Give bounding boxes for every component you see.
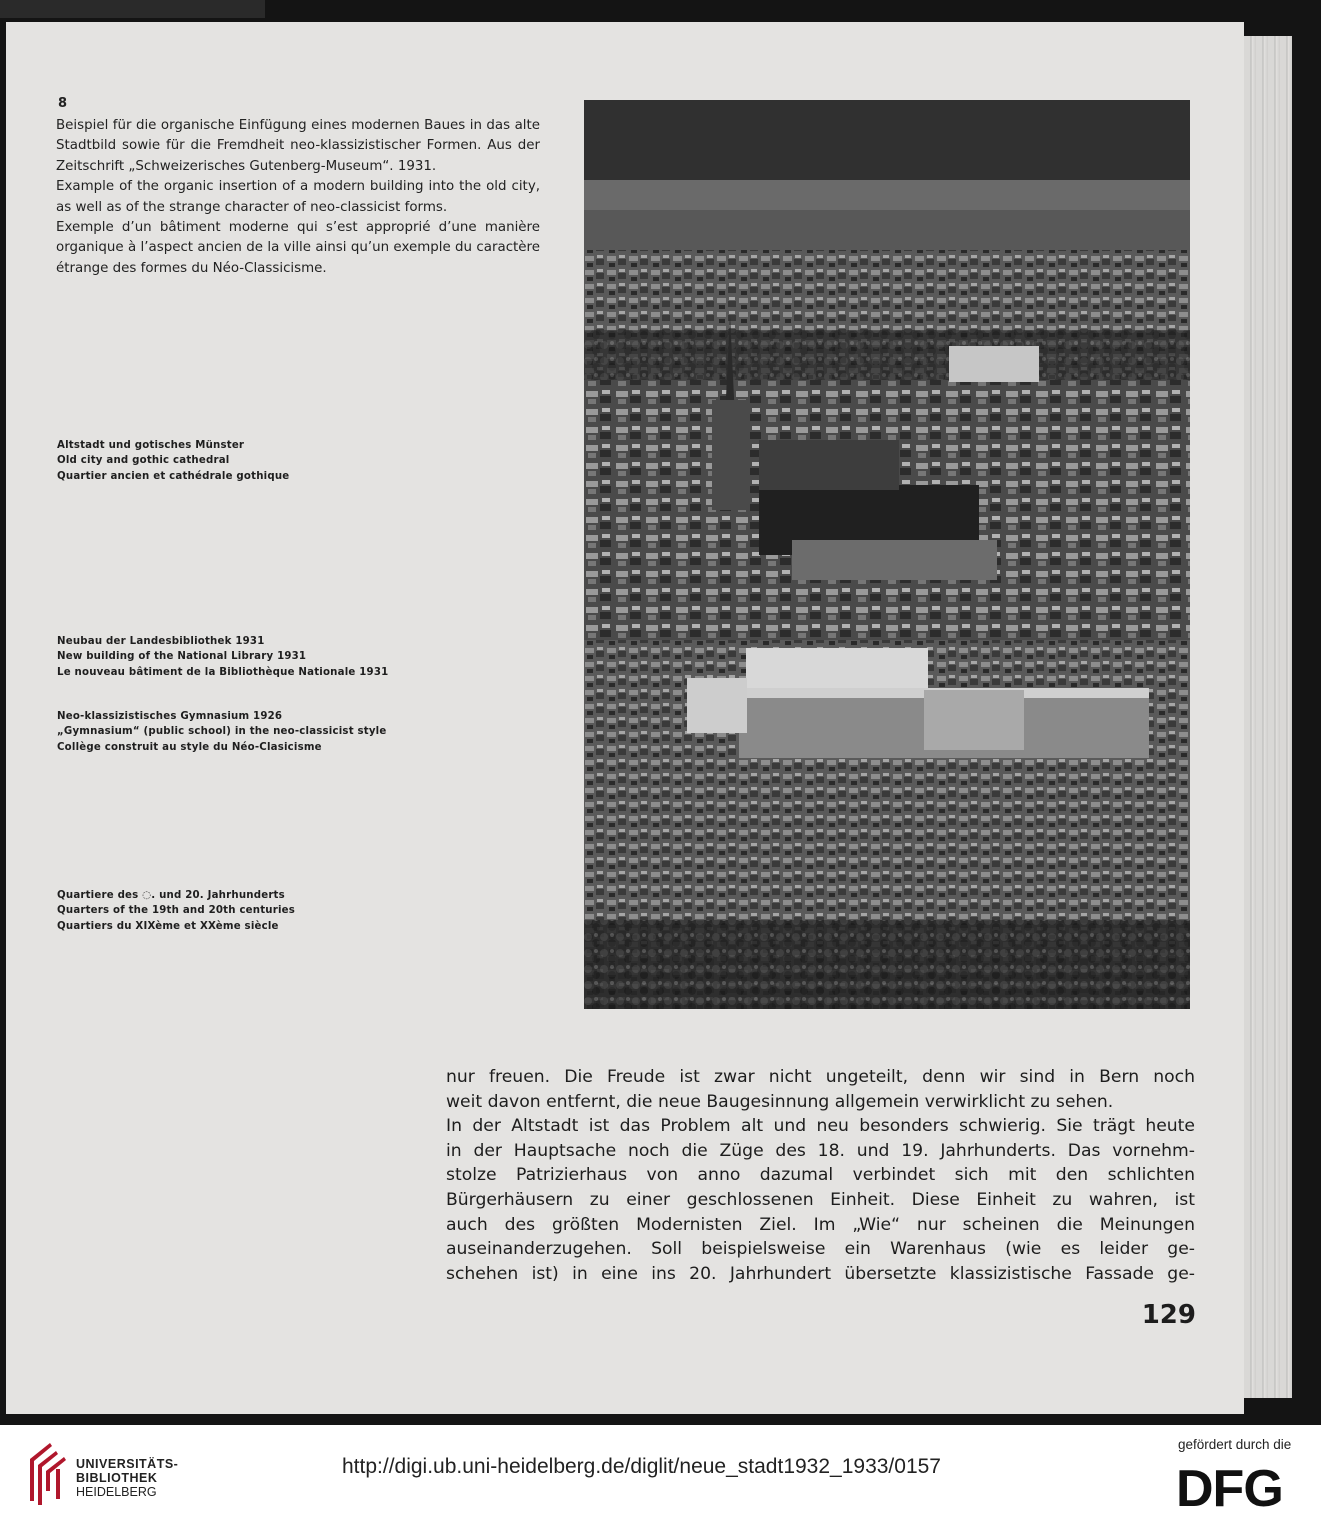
body-line: nur freuen. Die Freude ist zwar nicht ungeteilt, denn wir sind in Bern noch [446,1067,1195,1087]
city-photograph [584,100,1190,1009]
body-line: weit davon entfernt, die neue Baugesinnung allgemein verwirklicht zu sehen. [446,1091,1114,1112]
label-line: New building of the National Library 1931 [57,651,307,663]
permalink-url[interactable]: http://digi.ub.uni-heidelberg.de/diglit/neue_stadt1932_1933/0157 [342,1455,941,1478]
label-line: Quarters of the 19th and 20th centuries [57,905,296,917]
library-line-3: HEIDELBERG [76,1485,157,1499]
figure-number: 8 [58,96,68,111]
body-line: schehen ist) in eine ins 20. Jahrhundert übersetzte klassizistische Fassade ge- [446,1263,1195,1284]
caption-english: Example of the organic insertion of a modern building into the old city, as well as of the strange character of neo-classicist forms. [56,179,540,215]
book-page [6,22,1244,1414]
university-library-logo-icon [22,1439,72,1507]
scan-top-strip [0,0,265,18]
label-line: Neo-klassizistisches Gymnasium 1926 [57,711,283,722]
label-line: Altstadt und gotisches Münster [57,440,245,451]
page-number: 129 [1141,1300,1196,1330]
library-line-2: BIBLIOTHEK [76,1471,158,1485]
label-line: Quartier ancien et cathédrale gothique [57,470,290,482]
caption-french: Exemple d’un bâtiment moderne qui s’est approprié d’une manière organique à l’aspect ancien de la ville ainsi qu’un exemple du caractère étrange des formes du Néo-Classicisme. [56,220,540,276]
viewer-footer [0,1425,1321,1521]
city-photograph-drawing [584,100,1190,1009]
body-line: Bürgerhäusern zu einer geschlossenen Einheit. Diese Einheit zu wahren, ist [446,1189,1195,1210]
label-line: Le nouveau bâtiment de la Bibliothèque Nationale 1931 [57,666,389,678]
figure-caption [56,116,540,279]
library-line-1: UNIVERSITÄTS- [76,1457,179,1471]
body-line: In der Altstadt ist das Problem alt und neu besonders schwierig. Sie trägt heute [446,1116,1195,1137]
label-line: Quartiere des ◌. und 20. Jahrhunderts [57,890,285,901]
body-line: in der Hauptsache noch die Züge des 18. und 19. Jahrhunderts. Das vornehm- [446,1140,1195,1161]
label-gymnasium [57,709,387,755]
body-line: stolze Patrizierhaus von anno dazumal verbindet sich mit den schlichten [446,1165,1195,1186]
body-line: auseinanderzugehen. Soll beispielsweise ein Warenhaus (wie es leider ge- [446,1239,1195,1260]
university-library-name [76,1457,178,1499]
label-line: Collège construit au style du Néo-Clasicisme [57,741,322,753]
label-old-city [57,438,289,484]
label-line: Old city and gothic cathedral [57,455,230,467]
dfg-logo: DFG [1176,1460,1283,1518]
label-national-library [57,634,388,680]
label-quarters [57,888,295,934]
funding-label: gefördert durch die [1178,1437,1292,1452]
caption-german: Beispiel für die organische Einfügung eines modernen Baues in das alte Stadtbild sowie für die Fremdheit neo-klassizistischer Formen. Aus der Zeitschrift „Schweizerisches Gutenberg-Museum“. 1931. [56,118,540,174]
label-line: Quartiers du XIXème et XXème siècle [57,920,279,932]
label-line: „Gymnasium“ (public school) in the neo-classicist style [57,726,387,738]
body-text [446,1065,1195,1286]
body-line: auch des größten Modernisten Ziel. Im „Wie“ nur scheinen die Meinungen [446,1214,1195,1235]
label-line: Neubau der Landesbibliothek 1931 [57,636,265,647]
